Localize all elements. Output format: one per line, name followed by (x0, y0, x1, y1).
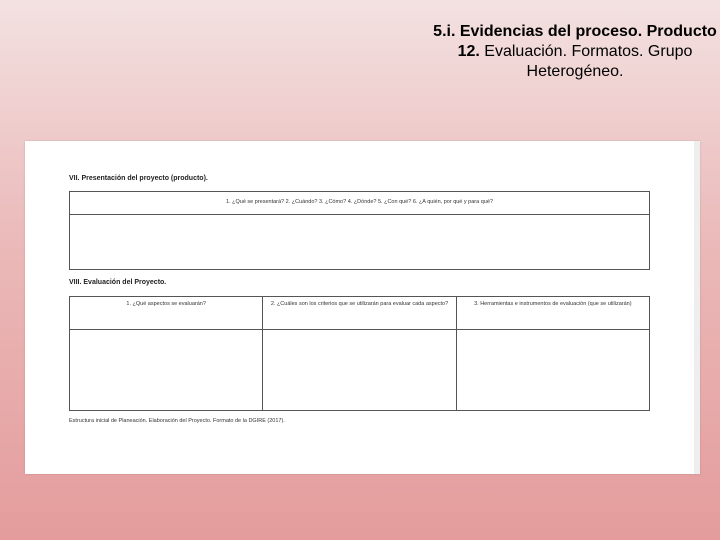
slide-title-rest: Evaluación. Formatos. Grupo Heterogéneo. (484, 43, 693, 80)
evaluation-column-criteria (263, 297, 456, 410)
presentation-questions: 1. ¿Qué se presentará? 2. ¿Cuándo? 3. ¿Cómo? 4. ¿Dónde? 5. ¿Con qué? 6. ¿A quién, por qué y para qué? (70, 192, 649, 215)
evaluation-column-aspects (70, 297, 263, 410)
presentation-table (69, 191, 650, 270)
column-header: 1. ¿Qué aspectos se evaluarán? (70, 297, 262, 330)
slide-title (430, 22, 720, 82)
column-header: 3. Herramientas e instrumentos de evaluación (que se utilizarán) (457, 297, 649, 330)
section-vii-heading: VII. Presentación del proyecto (producto). (69, 175, 208, 182)
document-caption: Estructura inicial de Planeación. Elaboración del Proyecto. Formato de la DGIRE (2017). (69, 418, 285, 424)
scan-edge (694, 141, 700, 474)
column-header: 2. ¿Cuáles son los criterios que se utilizarán para evaluar cada aspecto? (263, 297, 455, 330)
section-viii-heading: VIII. Evaluación del Proyecto. (69, 279, 167, 286)
evaluation-column-tools (457, 297, 649, 410)
evaluation-table (69, 296, 650, 411)
document-image (25, 141, 700, 474)
slide-title-bold: 5.i. Evidencias del proceso. Producto 12. (433, 23, 717, 60)
